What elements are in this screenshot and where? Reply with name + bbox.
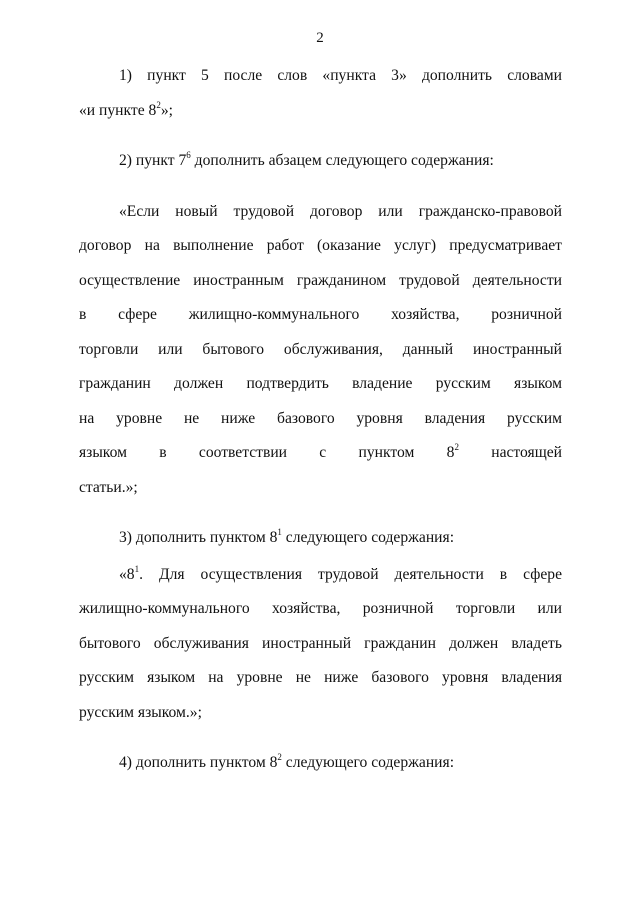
quote-2-line: бытового обслуживания иностранный гражданин должен владеть (79, 634, 562, 652)
quote-2-line: жилищно-коммунального хозяйства, розничной торговли или (79, 600, 562, 617)
quote-2-line: русским языком.»; (79, 703, 202, 721)
quote-1-line: гражданин должен подтвердить владение русским языком (79, 375, 562, 392)
quote-1-line: торговли или бытового обслуживания, данный иностранный (79, 340, 562, 358)
quote-1-line: осуществление иностранным гражданином трудовой деятельности (79, 271, 562, 289)
item-4: 4) дополнить пунктом $8^2$ следующего содержания: (119, 752, 455, 771)
quote-2 (79, 558, 562, 731)
item-3: 3) дополнить пунктом $8^1$ следующего содержания: (119, 527, 455, 546)
quote-1-line: договор на выполнение работ (оказание услуг) предусматривает (79, 237, 562, 254)
quote-2-line: «$8^1$. Для осуществления трудовой деятельности в сфере (119, 563, 562, 583)
item-1 (79, 59, 562, 128)
page-number: 2 (316, 30, 324, 46)
item-1-line-1: 1) пункт 5 после слов «пункта 3» дополнить словами (119, 67, 562, 84)
quote-1-line: языком в соответствии с пунктом $8^2$ настоящей (79, 442, 562, 461)
quote-1-line: статьи.»; (79, 478, 138, 496)
document-body (79, 59, 562, 781)
quote-1-line: на уровне не ниже базового уровня владения русским (79, 409, 562, 427)
quote-1-line: в сфере жилищно-коммунального хозяйства, розничной (79, 306, 562, 323)
item-2: 2) пункт $7^6$ дополнить абзацем следующего содержания: (119, 150, 494, 169)
item-1-line-2: «и пункте $8^2$»; (79, 99, 173, 119)
quote-1-line: «Если новый трудовой договор или гражданско-правовой (119, 202, 562, 220)
quote-2-line: русским языком на уровне не ниже базового уровня владения (79, 669, 562, 686)
quote-1 (79, 195, 562, 506)
